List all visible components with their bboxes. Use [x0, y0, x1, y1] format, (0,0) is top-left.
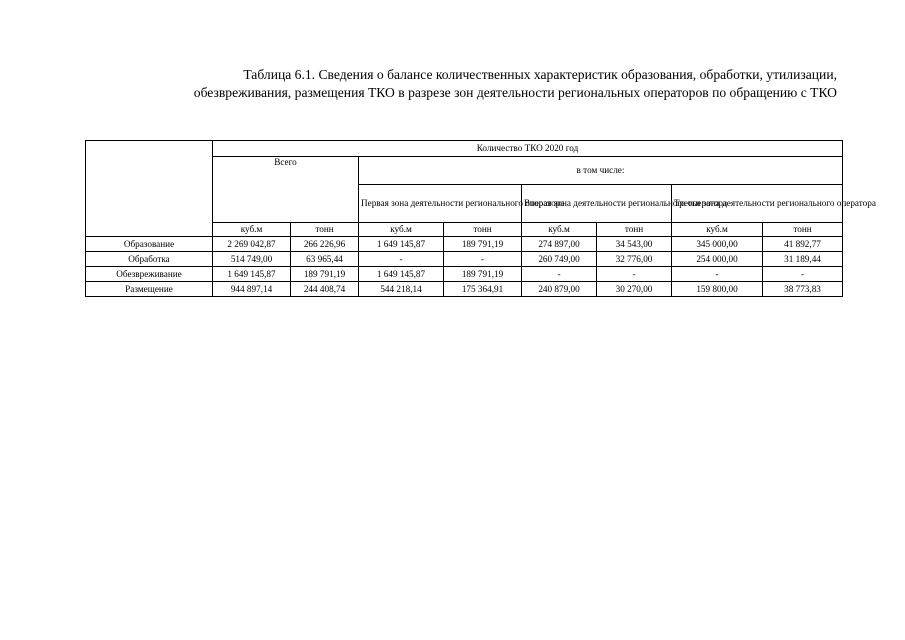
unit-cell: куб.м — [672, 223, 763, 237]
caption-line-1: Таблица 6.1. Сведения о балансе количественных характеристик образования, обработки, утилизации, — [243, 67, 837, 82]
table-cell: 260 749,00 — [522, 252, 597, 267]
tko-balance-table — [85, 140, 876, 297]
table-cell: 514 749,00 — [213, 252, 291, 267]
table-cell: - — [444, 252, 522, 267]
table-cell: - — [763, 267, 843, 282]
table-row — [86, 267, 843, 282]
unit-cell: тонн — [597, 223, 672, 237]
table-caption — [77, 66, 837, 102]
table-row — [86, 252, 843, 267]
row-label: Образование — [86, 237, 213, 252]
table-cell: 41 892,77 — [763, 237, 843, 252]
table-cell: 1 649 145,87 — [213, 267, 291, 282]
table-cell: 63 965,44 — [291, 252, 359, 267]
table-cell: - — [359, 252, 444, 267]
unit-cell: тонн — [291, 223, 359, 237]
header-including: в том числе: — [359, 157, 843, 185]
table-row — [86, 282, 843, 297]
table-cell: - — [672, 267, 763, 282]
header-row-main — [86, 141, 843, 157]
table-cell: 1 649 145,87 — [359, 267, 444, 282]
table-cell: 266 226,96 — [291, 237, 359, 252]
header-corner-cell — [86, 141, 213, 237]
table-cell: - — [597, 267, 672, 282]
table-cell: 244 408,74 — [291, 282, 359, 297]
unit-cell: тонн — [444, 223, 522, 237]
table-cell: 31 189,44 — [763, 252, 843, 267]
header-zone-1: Первая зона деятельности регионального оператора — [359, 185, 522, 223]
table-cell: 34 543,00 — [597, 237, 672, 252]
header-total: Всего — [213, 157, 359, 223]
table-row — [86, 237, 843, 252]
caption-line-2: обезвреживания, размещения ТКО в разрезе зон деятельности региональных операторов по обращению с ТКО — [193, 85, 837, 100]
table-cell: 240 879,00 — [522, 282, 597, 297]
table-cell: 1 649 145,87 — [359, 237, 444, 252]
table-cell: 254 000,00 — [672, 252, 763, 267]
unit-cell: куб.м — [522, 223, 597, 237]
table-cell: 544 218,14 — [359, 282, 444, 297]
unit-cell: куб.м — [359, 223, 444, 237]
unit-cell: куб.м — [213, 223, 291, 237]
table-cell: 274 897,00 — [522, 237, 597, 252]
table-cell: 175 364,91 — [444, 282, 522, 297]
header-zone-3: Третья зона деятельности регионального оператора — [672, 185, 843, 223]
unit-cell: тонн — [763, 223, 843, 237]
table-cell: - — [522, 267, 597, 282]
row-label: Обработка — [86, 252, 213, 267]
table-cell: 189 791,19 — [444, 237, 522, 252]
header-main: Количество ТКО 2020 год — [213, 141, 843, 157]
table-cell: 30 270,00 — [597, 282, 672, 297]
row-label: Размещение — [86, 282, 213, 297]
table-cell: 345 000,00 — [672, 237, 763, 252]
table-cell: 38 773,83 — [763, 282, 843, 297]
table-cell: 944 897,14 — [213, 282, 291, 297]
table-cell: 189 791,19 — [444, 267, 522, 282]
table-cell: 32 776,00 — [597, 252, 672, 267]
table-cell: 159 800,00 — [672, 282, 763, 297]
header-zone-2: Вторая зона деятельности регионального оператора — [522, 185, 672, 223]
table-cell: 2 269 042,87 — [213, 237, 291, 252]
row-label: Обезвреживание — [86, 267, 213, 282]
table-cell: 189 791,19 — [291, 267, 359, 282]
